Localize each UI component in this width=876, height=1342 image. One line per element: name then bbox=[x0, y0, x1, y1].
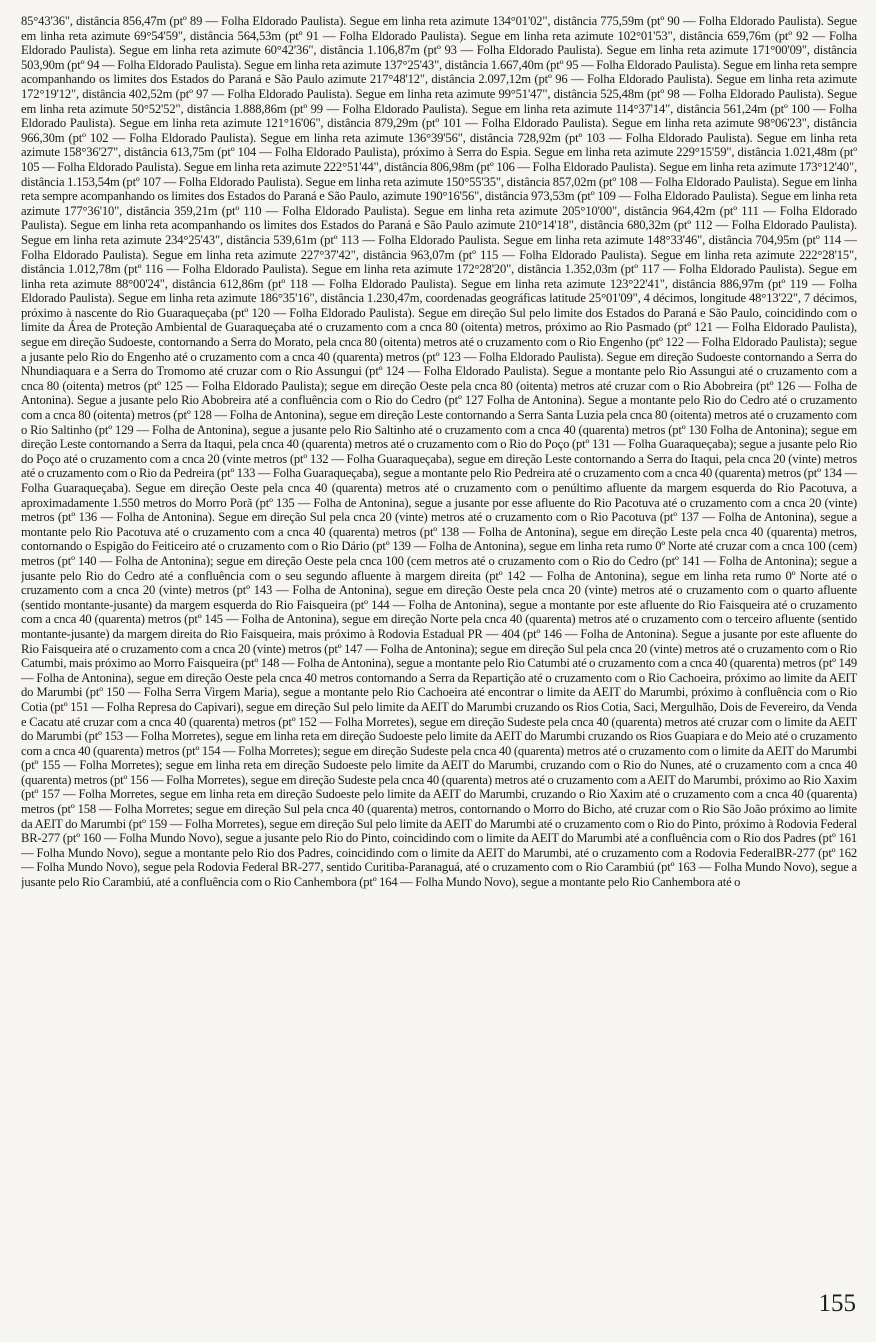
body-paragraph: 85°43'36", distância 856,47m (ptº 89 — Folha Eldorado Paulista). Segue em linha reta azimute 134°01'02", distância 775,59m (ptº 90 — Folha Eldorado Paulista). Segue em linha reta azimute 69°54'59", distância 564,53m (ptº 91 — Folha Eldorado Paulista). Segue em linha reta azimute 102°01'53", distância 659,76m (ptº 92 — Folha Eldorado Paulista). Segue em linha reta azimute 60°42'36", distância 1.106,87m (ptº 93 — Folha Eldorado Paulista). Segue em linha reta azimute 171°00'09", distância 503,90m (ptº 94 — Folha Eldorado Paulista). Segue em linha reta azimute 137°25'43", distância 1.667,40m (ptº 95 — Folha Eldorado Paulista). Segue em linha reta sempre acompanhando os limites dos Estados do Paraná e São Paulo azimute 217°48'12", distância 2.097,12m (ptº 96 — Folha Eldorado Paulista). Segue em linha reta azimute 172°19'12", distância 402,52m (ptº 97 — Folha Eldorado Paulista). Segue em linha reta azimute 99°51'47", distância 525,48m (ptº 98 — Folha Eldorado Paulista). Segue em linha reta azimute 50°52'52", distância 1.888,86m (ptº 99 — Folha Eldorado Paulista). Segue em linha reta azimute 114°37'14", distância 561,24m (ptº 100 — Folha Eldorado Paulista). Segue em linha reta azimute 121°16'06", distância 879,29m (ptº 101 — Folha Eldorado Paulista). Segue em linha reta azimute 98°06'23", distância 966,30m (ptº 102 — Folha Eldorado Paulista). Segue em linha reta azimute 136°39'56", distância 728,92m (ptº 103 — Folha Eldorado Paulista). Segue em linha reta azimute 158°36'27", distância 613,75m (ptº 104 — Folha Eldorado Paulista), próximo à Serra do Espia. Segue em linha reta azimute 229°15'59", distância 1.021,48m (ptº 105 — Folha Eldorado Paulista). Segue em linha reta azimute 222°51'44", distância 806,98m (ptº 106 — Folha Eldorado Paulista). Segue em linha reta azimute 173°12'40", distância 1.153,54m (ptº 107 — Folha Eldorado Paulista). Segue em linha reta azimute 150°55'35", distância 857,02m (ptº 108 — Folha Eldorado Paulista). Segue em linha reta sempre acompanhando os limites dos Estados do Paraná e São Paulo, azimute 190°16'56", distância 973,53m (ptº 109 — Folha Eldorado Paulista). Segue em linha reta azimute 177°36'10", distância 359,21m (ptº 110 — Folha Eldorado Paulista). Segue em linha reta azimute 205°10'00", distância 964,42m (ptº 111 — Folha Eldorado Paulista). Segue em linha reta acompanhando os limites dos Estados do Paraná e São Paulo azimute 210°14'18", distância 680,32m (ptº 112 — Folha Eldorado Paulista). Segue em linha reta azimute 234°25'43", distância 539,61m (ptº 113 — Folha Eldorado Paulista. Segue em linha reta azimute 148°33'46", distância 704,95m (ptº 114 — Folha Eldorado Paulista). Segue em linha reta azimute 227°37'42", distância 963,07m (ptº 115 — Folha Eldorado Paulista). Segue em linha reta azimute 222°28'15", distância 1.012,78m (ptº 116 — Folha Eldorado Paulista). Segue em linha reta azimute 172°28'20", distância 1.352,03m (ptº 117 — Folha Eldorado Paulista). Segue em linha reta azimute 88°00'24", distância 612,86m (ptº 118 — Folha Eldorado Paulista). Segue em linha reta azimute 123°22'41", distância 886,97m (ptº 119 — Folha Eldorado Paulista). Segue em linha reta azimute 186°35'16", distância 1.230,47m, coordenadas geográficas latitude 25°01'09", 4 décimos, longitude 48°13'22", 7 décimos, próximo à nascente do Rio Guaraqueçaba (ptº 120 — Folha Eldorado Paulista). Segue em direção Sul pelo limite dos Estados do Paraná e São Paulo, coincidindo com o limite da Área de Proteção Ambiental de Guaraqueçaba até o cruzamento com a cnca 80 (oitenta) metros, próximo ao Rio Pasmado (ptº 121 — Folha Eldorado Paulista), segue em direção Sudoeste, contornando a Serra do Morato, pela cnca 80 (oitenta) metros até o cruzamento com o Rio Engenho (ptº 122 — Folha Eldorado Paulista); segue a jusante pelo Rio do Engenho até o cruzamento com a cnca 40 (quarenta) metros (ptº 123 — Folha Eldorado Paulista). Segue em direção Sudoeste contornando a Serra do Nhundiaquara e a Serra do Tromomo até cruzar com o Rio Assungui (ptº 124 — Folha Eldorado Paulista). Segue a montante pelo Rio Assungui até o cruzamento com a cnca 80 (oitenta) metros (ptº 125 — Folha Eldorado Paulista); segue em direção Oeste pela cnca 80 (oitenta) metros até cruzar com o Rio Abobreira (ptº 126 — Folha de Antonina). Segue a jusante pelo Rio Abobreira até a confluência com o Rio do Cedro (ptº 127 Folha de Antonina). Segue a montante pelo Rio do Cedro até o cruzamento com a cnca 80 (oitenta) metros (ptº 128 — Folha de Antonina), segue em direção Leste contornando a Serra Santa Luzia pela cnca 80 (oitenta) metros até o cruzamento com o Rio Saltinho (ptº 129 — Folha de Antonina), segue a jusante pelo Rio Saltinho até o cruzamento com a cnca 40 (quarenta) metros (ptº 130 Folha de Antonina); segue em direção Leste contornando a Serra da Itaqui, pela cnca 40 (quarenta) metros até o cruzamento com o Rio do Poço (ptº 131 — Folha Guaraqueçaba); segue a jusante pelo Rio do Poço até o cruzamento com a cnca 20 (vinte metros (ptº 132 — Folha Guaraqueçaba), segue em direção Leste contornando a Serra do Itaqui, pela cnca 20 (vinte) metros até o cruzamento com o Rio da Pedreira (ptº 133 — Folha Guaraqueçaba), segue a montante pelo Rio Pedreira até o cruzamento com a cnca 40 (quarenta) metros (ptº 134 — Folha Guaraqueçaba). Segue em direção Oeste pela cnca 40 (quarenta) metros até o cruzamento com o penúltimo afluente da margem esquerda do Rio Pacotuva, a aproximadamente 1.550 metros do Morro Porã (ptº 135 — Folha de Antonina), segue a jusante por esse afluente do Rio Pacotuva até o cruzamento com a cnca 20 (vinte) metros (ptº 136 — Folha de Antonina). Segue em direção Sul pela cnca 20 (vinte) metros até o cruzamento com o Rio Pacotuva (ptº 137 — Folha de Antonina), segue a montante pelo Rio Pacotuva até o cruzamento com a cnca 40 (quarenta) metros (ptº 138 — Folha de Antonina), segue em direção Leste pela cnca 40 (quarenta) metros, contornando o Espigão do Feiticeiro até o cruzamento com o Rio Dário (ptº 139 — Folha de Antonina), segue em linha reta rumo 0º Norte até cruzar com a cnca 100 (cem) metros (ptº 140 — Folha de Antonina); segue em direção Oeste pela cnca 100 (cem metros até o cruzamento com o Rio do Cedro (ptº 141 — Folha de Antonina); segue a jusante pelo Rio do Cedro até a confluência com o seu segundo afluente à margem direita (ptº 142 — Folha de Antonina), segue em linha reta rumo 0º Norte até o cruzamento com a cnca 20 (vinte) metros (ptº 143 — Folha de Antonina), segue em direção Oeste pela cnca 20 (vinte) metros até o cruzamento com o quarto afluente (sentido montante-jusante) da margem esquerda do Rio Faisqueira (ptº 144 — Folha de Antonina), segue a montante por este afluente do Rio Faisqueira até o cruzamento com a cnca 40 (quarenta) metros (ptº 145 — Folha de Antonina), segue em direção Norte pela cnca 40 (quarenta) metros até o cruzamento com o terceiro afluente (sentido montante-jusante) da margem direita do Rio Faisqueira, mais próximo à Rodovia Estadual PR — 404 (ptº 146 — Folha de Antonina). Segue a jusante por este afluente do Rio Faisqueira até o cruzamento com a cnca 20 (vinte) metros (ptº 147 — Folha de Antonina); segue em direção Sul pela cnca 20 (vinte) metros até o cruzamento com o Rio Catumbi, mais próximo ao Morro Faisqueira (ptº 148 — Folha de Antonina), segue a montante pelo Rio Catumbi até o cruzamento com a cnca 40 (quarenta) metros (ptº 149 — Folha de Antonina), segue em direção Oeste pela cnca 40 metros contornando a Serra da Repartição até o cruzamento com o Rio Cachoeira, próximo ao limite da AEIT do Marumbi (ptº 150 — Folha Serra Virgem Maria), segue a montante pelo Rio Cachoeira até encontrar o limite da AEIT do Marumbi, próximo à confluência com o Rio Cotia (ptº 151 — Folha Represa do Capivari), segue em direção Sul pelo limite da AEIT do Marumbi cruzando os Rios Cotia, Saci, Mergulhão, Dois de Fevereiro, da Venda e Cacatu até cruzar com a cnca 40 (quarenta) metros (ptº 152 — Folha Morretes), segue em direção Sudeste pela cnca 40 (quarenta) metros até cruzar com o limite da AEIT do Marumbi (ptº 153 — Folha Morretes), segue em linha reta em direção Sudoeste pelo limite da AEIT do Marumbi cruzando os Rios Guapiara e do Meio até o cruzamento com a cnca 40 (quarenta) metros (ptº 154 — Folha Morretes); segue em direção Sudeste pela cnca 40 (quarenta) metros até o cruzamento com o limite da AEIT do Marumbi (ptº 155 — Folha Morretes); segue em linha reta em direção Sudoeste pelo limite da AEIT do Marumbi, cruzando com o Rio do Nunes, até o cruzamento com a cnca 40 (quarenta) metros (ptº 156 — Folha Morretes), segue em direção Sudeste pela cnca 40 (quarenta) metros até o cruzamento com a AEIT do Marumbi, próximo ao Rio Xaxim (ptº 157 — Folha Morretes, segue em linha reta em direção Sudoeste pelo limite da AEIT do Marumbi, cruzando o Rio Xaxim até o cruzamento com a cnca 40 (quarenta) metros (ptº 158 — Folha Morretes; segue em direção Sul pela cnca 40 (quarenta) metros, contornando o Morro do Bicho, até cruzar com o Rio São João próximo ao limite da AEIT do Marumbi (ptº 159 — Folha Morretes), segue em direção Sul pelo limite da AEIT do Marumbi até o cruzamento com o Rio do Pinto, próximo à Rodovia Federal BR-277 (ptº 160 — Folha Mundo Novo), segue a jusante pelo Rio do Pinto, coincidindo com o limite da AEIT do Marumbi até a confluência com o Rio dos Padres (ptº 161 — Folha Mundo Novo), segue a montante pelo Rio dos Padres, coincidindo com o limite da AEIT do Marumbi, até o cruzamento com a Rodovia FederalBR-277 (ptº 162 — Folha Mundo Novo), segue pela Rodovia Federal BR-277, sentido Curitiba-Paranaguá, até o cruzamento com o Rio Carambiú (ptº 163 — Folha Mundo Novo), segue a jusante pelo Rio Carambiú, até a confluência com o Rio Canhembora (ptº 164 — Folha Mundo Novo), segue a montante pelo Rio Canhembora até o bbox=[21, 14, 857, 890]
page-number: 155 bbox=[818, 1290, 856, 1317]
